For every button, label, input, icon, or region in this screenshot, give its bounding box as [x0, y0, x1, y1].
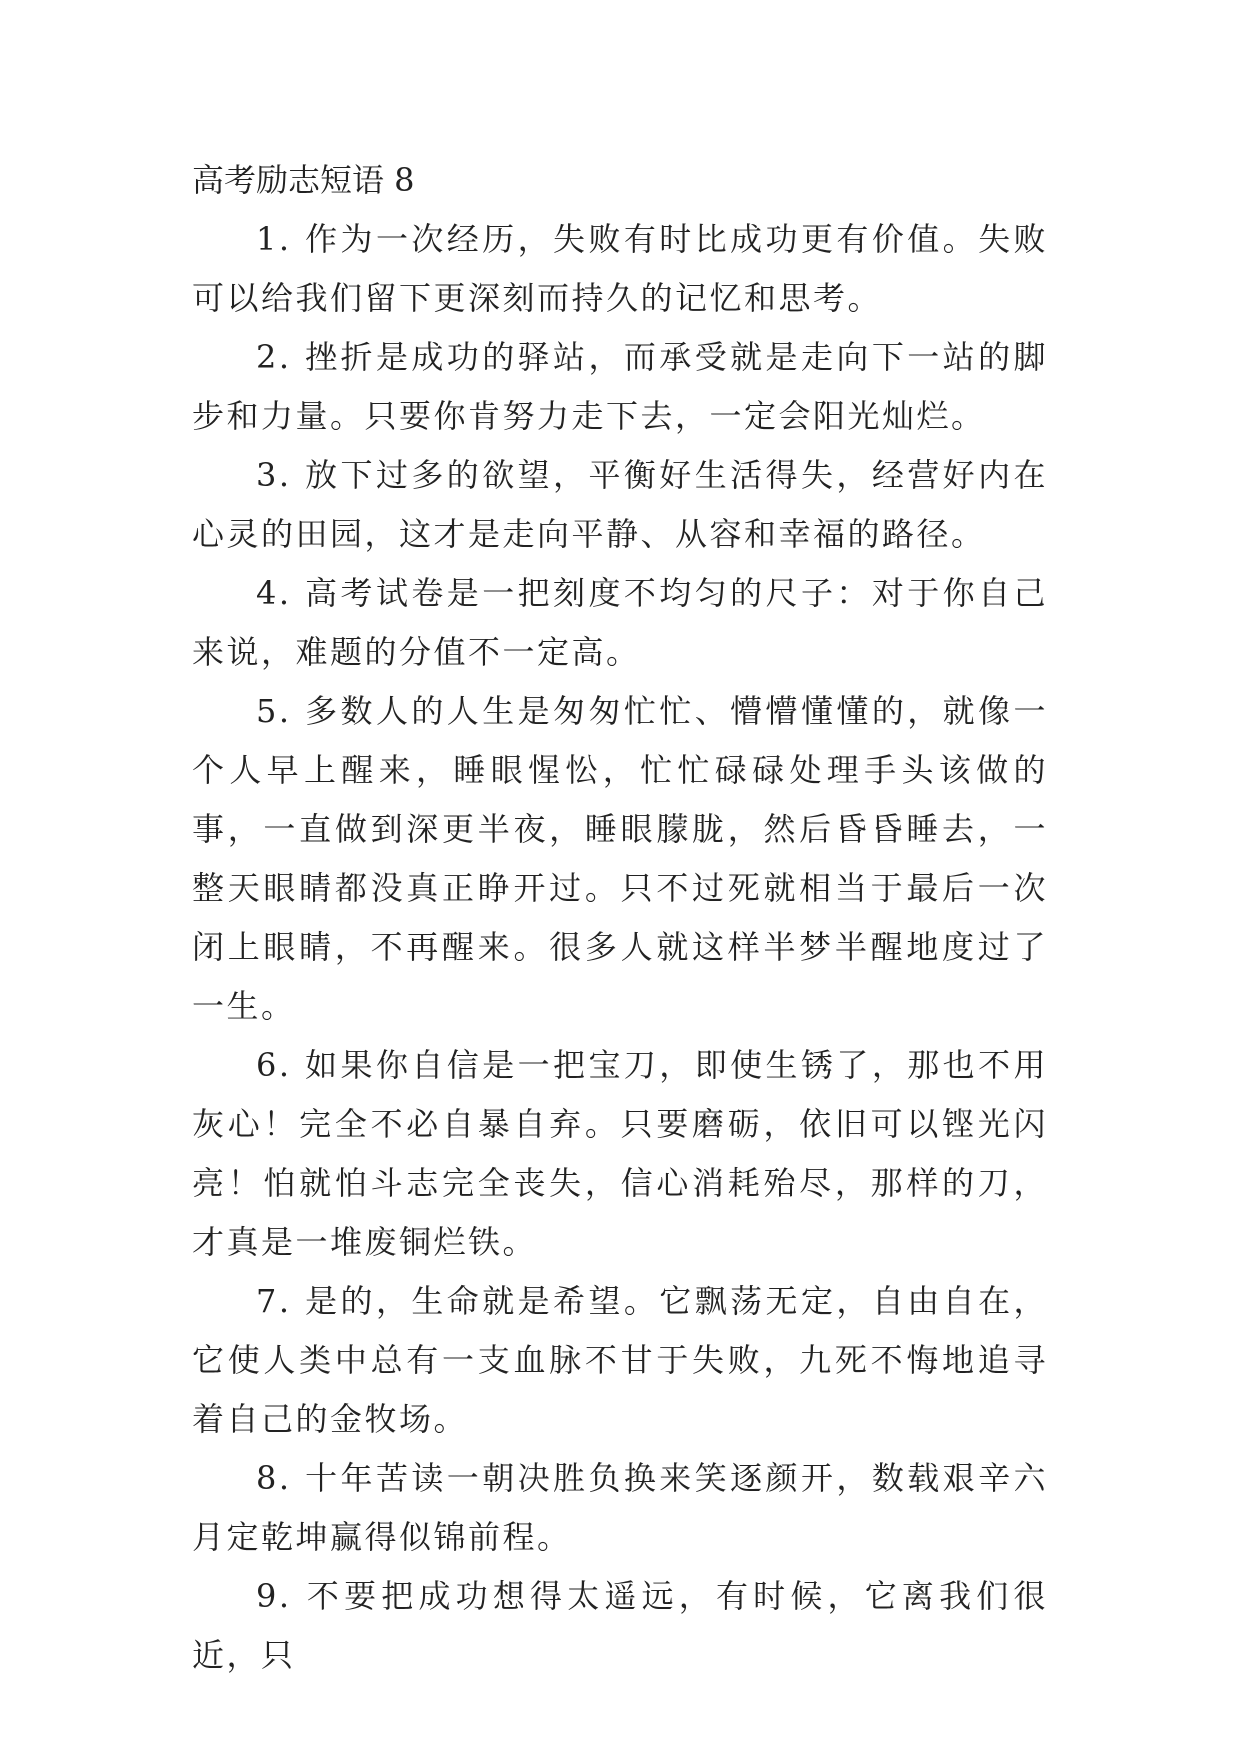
quote-paragraph-8: 8. 十年苦读一朝决胜负换来笑逐颜开，数载艰辛六月定乾坤赢得似锦前程。: [192, 1459, 1048, 1556]
quote-paragraph-5: 5. 多数人的人生是匆匆忙忙、懵懵懂懂的，就像一个人早上醒来，睡眼惺忪，忙忙碌碌处理手头该做的事，一直做到深更半夜，睡眼朦胧，然后昏昏睡去，一整天眼睛都没真正睁开过。只不过死就相当于最后一次闭上眼睛，不再醒来。很多人就这样半梦半醒地度过了一生。: [192, 692, 1048, 1025]
quote-paragraph-9: 9. 不要把成功想得太遥远，有时候，它离我们很近，只: [192, 1577, 1048, 1674]
quote-paragraph-2: 2. 挫折是成功的驿站，而承受就是走向下一站的脚步和力量。只要你肯努力走下去，一定会阳光灿烂。: [192, 338, 1048, 435]
quote-paragraph-4: 4. 高考试卷是一把刻度不均匀的尺子：对于你自己来说，难题的分值不一定高。: [192, 574, 1048, 671]
quote-paragraph-3: 3. 放下过多的欲望，平衡好生活得失，经营好内在心灵的田园，这才是走向平静、从容和幸福的路径。: [192, 456, 1048, 553]
quote-paragraph-1: 1. 作为一次经历，失败有时比成功更有价值。失败可以给我们留下更深刻而持久的记忆和思考。: [192, 220, 1048, 317]
quote-paragraph-7: 7. 是的，生命就是希望。它飘荡无定，自由自在，它使人类中总有一支血脉不甘于失败，九死不悔地追寻着自己的金牧场。: [192, 1282, 1048, 1438]
document-title: 高考励志短语 8: [192, 161, 415, 199]
document-body: [192, 150, 1048, 1685]
quote-paragraph-6: 6. 如果你自信是一把宝刀，即使生锈了，那也不用灰心！完全不必自暴自弃。只要磨砺，依旧可以铿光闪亮！怕就怕斗志完全丧失，信心消耗殆尽，那样的刀，才真是一堆废铜烂铁。: [192, 1046, 1048, 1261]
